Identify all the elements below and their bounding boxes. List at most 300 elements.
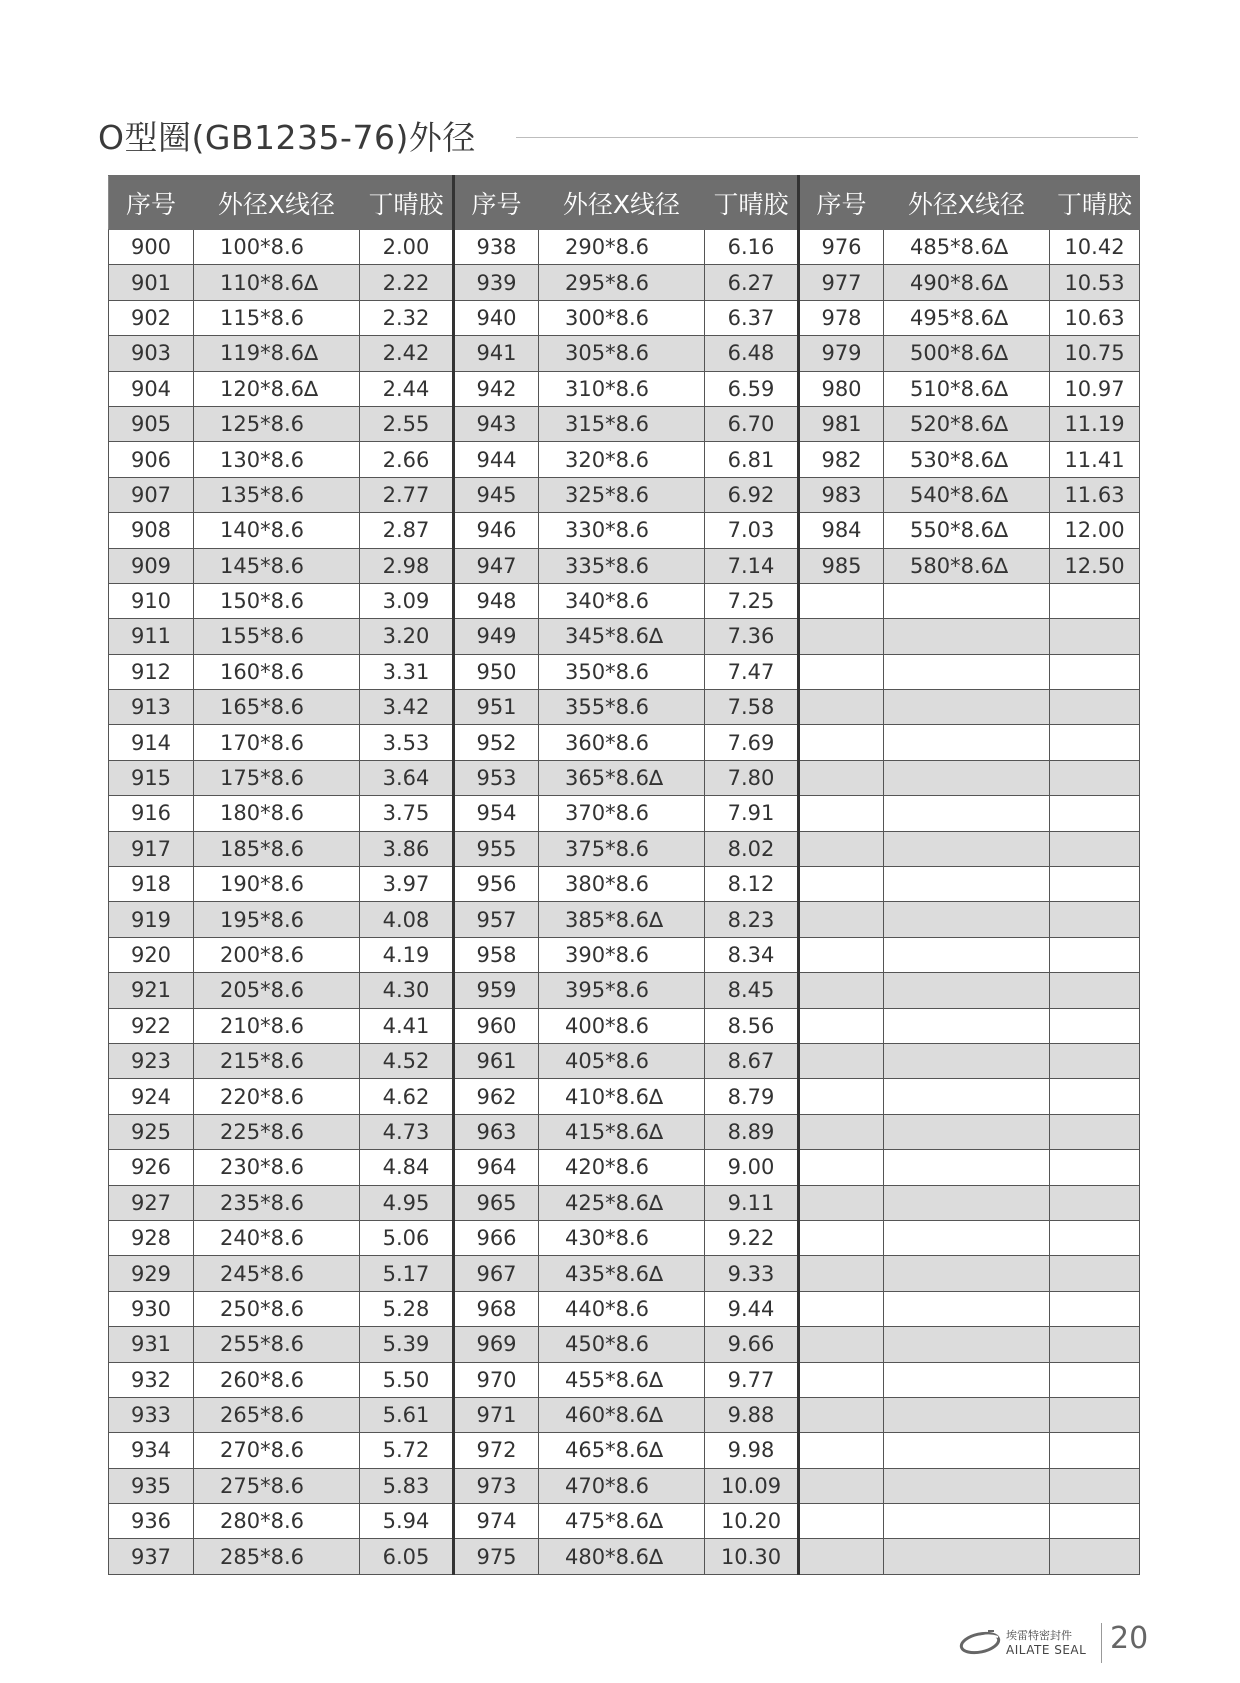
table-row: [109, 477, 1140, 512]
table-cell: 9.98: [705, 1433, 799, 1468]
table-cell: 951: [454, 690, 539, 725]
table-cell: 480*8.6∆: [539, 1539, 705, 1574]
table-cell: 943: [454, 406, 539, 441]
table-cell: 2.98: [360, 548, 454, 583]
table-cell: 3.97: [360, 867, 454, 902]
table-cell: 949: [454, 619, 539, 654]
table-row: [109, 1256, 1140, 1291]
table-cell: [884, 1291, 1050, 1326]
table-cell: 971: [454, 1397, 539, 1432]
table-cell: 9.22: [705, 1220, 799, 1255]
table-cell: 939: [454, 265, 539, 300]
table-cell: 2.87: [360, 513, 454, 548]
table-cell: 9.66: [705, 1327, 799, 1362]
o-ring-spec-table: [108, 175, 1140, 1575]
table-cell: 933: [109, 1397, 194, 1432]
title-bar: [98, 112, 1138, 160]
table-cell: 7.14: [705, 548, 799, 583]
table-cell: 410*8.6∆: [539, 1079, 705, 1114]
table-row: [109, 406, 1140, 441]
page-number: 20: [1110, 1621, 1149, 1656]
table-cell: 900: [109, 230, 194, 265]
table-cell: 985: [799, 548, 884, 583]
table-cell: 350*8.6: [539, 654, 705, 689]
table-cell: [884, 796, 1050, 831]
table-cell: [1050, 1114, 1140, 1149]
table-cell: 909: [109, 548, 194, 583]
table-cell: 946: [454, 513, 539, 548]
table-cell: 962: [454, 1079, 539, 1114]
table-cell: 967: [454, 1256, 539, 1291]
table-cell: 375*8.6: [539, 831, 705, 866]
table-cell: 4.41: [360, 1008, 454, 1043]
table-cell: 969: [454, 1327, 539, 1362]
table-cell: 325*8.6: [539, 477, 705, 512]
table-cell: 8.79: [705, 1079, 799, 1114]
table-cell: 3.53: [360, 725, 454, 760]
table-cell: [799, 973, 884, 1008]
table-cell: 924: [109, 1079, 194, 1114]
table-cell: 2.42: [360, 336, 454, 371]
table-cell: 280*8.6: [194, 1504, 360, 1539]
table-cell: 970: [454, 1362, 539, 1397]
table-cell: 9.33: [705, 1256, 799, 1291]
table-cell: 170*8.6: [194, 725, 360, 760]
table-cell: 968: [454, 1291, 539, 1326]
table-cell: 958: [454, 937, 539, 972]
table-cell: 11.19: [1050, 406, 1140, 441]
table-cell: [799, 1008, 884, 1043]
table-cell: 965: [454, 1185, 539, 1220]
table-cell: 8.02: [705, 831, 799, 866]
table-cell: 916: [109, 796, 194, 831]
table-cell: [884, 867, 1050, 902]
table-cell: 915: [109, 760, 194, 795]
table-cell: 465*8.6∆: [539, 1433, 705, 1468]
table-cell: 145*8.6: [194, 548, 360, 583]
table-cell: 8.89: [705, 1114, 799, 1149]
table-cell: 160*8.6: [194, 654, 360, 689]
table-cell: 930: [109, 1291, 194, 1326]
table-cell: [1050, 654, 1140, 689]
table-cell: 8.23: [705, 902, 799, 937]
table-cell: 550*8.6∆: [884, 513, 1050, 548]
table-cell: 10.97: [1050, 371, 1140, 406]
table-cell: 905: [109, 406, 194, 441]
table-cell: 2.00: [360, 230, 454, 265]
table-cell: 195*8.6: [194, 902, 360, 937]
table-cell: 3.31: [360, 654, 454, 689]
table-cell: 10.20: [705, 1504, 799, 1539]
table-cell: 2.22: [360, 265, 454, 300]
table-cell: [1050, 619, 1140, 654]
table-cell: 936: [109, 1504, 194, 1539]
table-cell: 135*8.6: [194, 477, 360, 512]
table-cell: [799, 690, 884, 725]
table-cell: 914: [109, 725, 194, 760]
table-cell: 115*8.6: [194, 300, 360, 335]
table-cell: [799, 1114, 884, 1149]
table-cell: 954: [454, 796, 539, 831]
table-cell: 952: [454, 725, 539, 760]
table-row: [109, 265, 1140, 300]
table-cell: 475*8.6∆: [539, 1504, 705, 1539]
table-cell: 6.48: [705, 336, 799, 371]
table-cell: 165*8.6: [194, 690, 360, 725]
table-cell: 450*8.6: [539, 1327, 705, 1362]
table-cell: [799, 1504, 884, 1539]
table-cell: 235*8.6: [194, 1185, 360, 1220]
table-cell: 942: [454, 371, 539, 406]
table-cell: [799, 1327, 884, 1362]
table-cell: 950: [454, 654, 539, 689]
table-cell: 945: [454, 477, 539, 512]
table-cell: 150*8.6: [194, 583, 360, 618]
table-cell: [1050, 690, 1140, 725]
table-cell: 7.91: [705, 796, 799, 831]
table-cell: [1050, 867, 1140, 902]
table-cell: 4.73: [360, 1114, 454, 1149]
table-cell: [1050, 1008, 1140, 1043]
table-cell: 5.72: [360, 1433, 454, 1468]
table-cell: 961: [454, 1043, 539, 1078]
table-cell: [799, 867, 884, 902]
table-row: [109, 902, 1140, 937]
table-cell: [884, 1220, 1050, 1255]
table-cell: 230*8.6: [194, 1150, 360, 1185]
table-row: [109, 1504, 1140, 1539]
table-row: [109, 513, 1140, 548]
table-cell: 540*8.6∆: [884, 477, 1050, 512]
table-cell: 380*8.6: [539, 867, 705, 902]
table-row: [109, 300, 1140, 335]
table-cell: [799, 1256, 884, 1291]
table-row: [109, 1468, 1140, 1503]
table-cell: 490*8.6∆: [884, 265, 1050, 300]
table-cell: 903: [109, 336, 194, 371]
table-cell: 11.63: [1050, 477, 1140, 512]
table-cell: [884, 760, 1050, 795]
table-cell: 925: [109, 1114, 194, 1149]
table-row: [109, 1539, 1140, 1574]
table-cell: 10.75: [1050, 336, 1140, 371]
table-cell: [1050, 1539, 1140, 1574]
table-cell: 2.32: [360, 300, 454, 335]
table-cell: 10.53: [1050, 265, 1140, 300]
column-header: 序号: [454, 176, 539, 230]
table-cell: 932: [109, 1362, 194, 1397]
table-cell: 275*8.6: [194, 1468, 360, 1503]
table-cell: 260*8.6: [194, 1362, 360, 1397]
table-cell: [884, 973, 1050, 1008]
table-cell: 6.92: [705, 477, 799, 512]
table-cell: [799, 1079, 884, 1114]
table-cell: 420*8.6: [539, 1150, 705, 1185]
table-cell: [799, 654, 884, 689]
table-cell: 3.86: [360, 831, 454, 866]
table-cell: [799, 902, 884, 937]
table-cell: [1050, 1433, 1140, 1468]
table-row: [109, 1150, 1140, 1185]
table-cell: 6.81: [705, 442, 799, 477]
table-cell: 495*8.6∆: [884, 300, 1050, 335]
table-row: [109, 336, 1140, 371]
table-cell: [799, 1539, 884, 1574]
table-cell: [1050, 1079, 1140, 1114]
table-cell: [799, 1468, 884, 1503]
table-cell: 4.62: [360, 1079, 454, 1114]
table-cell: 3.20: [360, 619, 454, 654]
column-header: 丁晴胶: [1050, 176, 1140, 230]
table-cell: 119*8.6∆: [194, 336, 360, 371]
table-cell: 12.50: [1050, 548, 1140, 583]
table-cell: 460*8.6∆: [539, 1397, 705, 1432]
table-cell: 917: [109, 831, 194, 866]
table-cell: 956: [454, 867, 539, 902]
table-cell: 918: [109, 867, 194, 902]
column-header: 外径X线径: [539, 176, 705, 230]
table-cell: [1050, 1468, 1140, 1503]
table-cell: 9.77: [705, 1362, 799, 1397]
table-cell: [884, 1079, 1050, 1114]
table-cell: 8.45: [705, 973, 799, 1008]
table-cell: 978: [799, 300, 884, 335]
table-cell: 220*8.6: [194, 1079, 360, 1114]
table-cell: 979: [799, 336, 884, 371]
table-cell: [884, 1433, 1050, 1468]
table-cell: 3.09: [360, 583, 454, 618]
table-body: [109, 230, 1140, 1575]
table-cell: 953: [454, 760, 539, 795]
table-cell: 12.00: [1050, 513, 1140, 548]
table-cell: 906: [109, 442, 194, 477]
table-cell: 415*8.6∆: [539, 1114, 705, 1149]
table-cell: [1050, 1220, 1140, 1255]
table-cell: 125*8.6: [194, 406, 360, 441]
table-cell: 5.17: [360, 1256, 454, 1291]
table-cell: [799, 1185, 884, 1220]
table-cell: 911: [109, 619, 194, 654]
table-cell: 2.55: [360, 406, 454, 441]
table-row: [109, 1185, 1140, 1220]
table-cell: 5.50: [360, 1362, 454, 1397]
table-cell: 9.88: [705, 1397, 799, 1432]
table-cell: 530*8.6∆: [884, 442, 1050, 477]
table-cell: 928: [109, 1220, 194, 1255]
table-row: [109, 796, 1140, 831]
table-cell: [884, 1504, 1050, 1539]
table-row: [109, 867, 1140, 902]
table-cell: [884, 1397, 1050, 1432]
table-cell: 440*8.6: [539, 1291, 705, 1326]
table-row: [109, 654, 1140, 689]
table-cell: 984: [799, 513, 884, 548]
table-cell: 190*8.6: [194, 867, 360, 902]
table-cell: 435*8.6∆: [539, 1256, 705, 1291]
table-cell: 7.36: [705, 619, 799, 654]
table-cell: [1050, 1256, 1140, 1291]
table-cell: 285*8.6: [194, 1539, 360, 1574]
table-cell: 395*8.6: [539, 973, 705, 1008]
table-cell: [884, 1256, 1050, 1291]
table-cell: 205*8.6: [194, 973, 360, 1008]
table-cell: 430*8.6: [539, 1220, 705, 1255]
table-cell: 225*8.6: [194, 1114, 360, 1149]
table-cell: 6.16: [705, 230, 799, 265]
table-cell: 270*8.6: [194, 1433, 360, 1468]
table-cell: 901: [109, 265, 194, 300]
table-row: [109, 1362, 1140, 1397]
table-cell: 920: [109, 937, 194, 972]
table-cell: 5.94: [360, 1504, 454, 1539]
table-cell: [884, 1043, 1050, 1078]
table-cell: 4.08: [360, 902, 454, 937]
table-cell: [799, 1291, 884, 1326]
table-row: [109, 548, 1140, 583]
table-cell: 966: [454, 1220, 539, 1255]
footer: [958, 1623, 1178, 1663]
table-cell: 9.11: [705, 1185, 799, 1220]
table-cell: 926: [109, 1150, 194, 1185]
table-cell: 981: [799, 406, 884, 441]
table-cell: [1050, 937, 1140, 972]
table-row: [109, 371, 1140, 406]
table-row: [109, 760, 1140, 795]
table-cell: 6.05: [360, 1539, 454, 1574]
table-cell: 959: [454, 973, 539, 1008]
table-row: [109, 725, 1140, 760]
table-row: [109, 1327, 1140, 1362]
table-row: [109, 690, 1140, 725]
table-cell: 937: [109, 1539, 194, 1574]
table-cell: 305*8.6: [539, 336, 705, 371]
column-header: 外径X线径: [884, 176, 1050, 230]
table-cell: [884, 937, 1050, 972]
table-cell: 7.03: [705, 513, 799, 548]
table-cell: 975: [454, 1539, 539, 1574]
table-row: [109, 230, 1140, 265]
table-cell: [799, 583, 884, 618]
table-cell: 330*8.6: [539, 513, 705, 548]
table-cell: 9.00: [705, 1150, 799, 1185]
table-cell: 921: [109, 973, 194, 1008]
table-cell: 938: [454, 230, 539, 265]
table-cell: [799, 760, 884, 795]
table-cell: 964: [454, 1150, 539, 1185]
table-row: [109, 1433, 1140, 1468]
table-cell: 8.12: [705, 867, 799, 902]
table-cell: [799, 1220, 884, 1255]
table-cell: 2.44: [360, 371, 454, 406]
table-row: [109, 937, 1140, 972]
table-cell: [884, 1114, 1050, 1149]
table-cell: 4.19: [360, 937, 454, 972]
table-cell: 931: [109, 1327, 194, 1362]
table-cell: 175*8.6: [194, 760, 360, 795]
table-cell: 180*8.6: [194, 796, 360, 831]
table-cell: [1050, 1397, 1140, 1432]
table-cell: [799, 1043, 884, 1078]
table-cell: 941: [454, 336, 539, 371]
table-row: [109, 619, 1140, 654]
table-header-row: [109, 176, 1140, 230]
table-cell: 390*8.6: [539, 937, 705, 972]
table-cell: 110*8.6∆: [194, 265, 360, 300]
table-cell: 120*8.6∆: [194, 371, 360, 406]
table-cell: 10.09: [705, 1468, 799, 1503]
table-cell: [884, 831, 1050, 866]
table-cell: 974: [454, 1504, 539, 1539]
table-cell: 11.41: [1050, 442, 1140, 477]
table-cell: 6.59: [705, 371, 799, 406]
column-header: 序号: [109, 176, 194, 230]
column-header: 外径X线径: [194, 176, 360, 230]
table-cell: 982: [799, 442, 884, 477]
table-cell: 7.25: [705, 583, 799, 618]
table-cell: [799, 619, 884, 654]
table-cell: 295*8.6: [539, 265, 705, 300]
table-cell: 10.30: [705, 1539, 799, 1574]
table-cell: 7.58: [705, 690, 799, 725]
table-cell: 948: [454, 583, 539, 618]
table-cell: 185*8.6: [194, 831, 360, 866]
column-header: 序号: [799, 176, 884, 230]
table-cell: 977: [799, 265, 884, 300]
table-cell: [1050, 1185, 1140, 1220]
table-cell: 6.37: [705, 300, 799, 335]
table-cell: [799, 1397, 884, 1432]
table-row: [109, 1079, 1140, 1114]
table-cell: 5.39: [360, 1327, 454, 1362]
table-cell: 935: [109, 1468, 194, 1503]
table-cell: 8.67: [705, 1043, 799, 1078]
table-cell: 923: [109, 1043, 194, 1078]
table-cell: [884, 1008, 1050, 1043]
table-cell: [1050, 902, 1140, 937]
table-row: [109, 442, 1140, 477]
table-cell: 355*8.6: [539, 690, 705, 725]
table-cell: 4.84: [360, 1150, 454, 1185]
table-cell: [884, 725, 1050, 760]
table-cell: [1050, 1327, 1140, 1362]
table-cell: 7.80: [705, 760, 799, 795]
table-cell: 3.64: [360, 760, 454, 795]
table-cell: 973: [454, 1468, 539, 1503]
table-row: [109, 973, 1140, 1008]
table-cell: 210*8.6: [194, 1008, 360, 1043]
table-cell: [884, 1539, 1050, 1574]
table-row: [109, 1397, 1140, 1432]
table-row: [109, 583, 1140, 618]
table-cell: 5.61: [360, 1397, 454, 1432]
table-cell: 300*8.6: [539, 300, 705, 335]
table-row: [109, 1008, 1140, 1043]
table-cell: 6.27: [705, 265, 799, 300]
table-cell: [1050, 583, 1140, 618]
title-divider: [516, 137, 1138, 138]
table-cell: [884, 1185, 1050, 1220]
table-cell: 265*8.6: [194, 1397, 360, 1432]
column-header: 丁晴胶: [705, 176, 799, 230]
table-cell: [1050, 973, 1140, 1008]
table-row: [109, 1043, 1140, 1078]
table-cell: [1050, 760, 1140, 795]
table-cell: 140*8.6: [194, 513, 360, 548]
page-title: O型圈(GB1235-76)外径: [98, 118, 476, 157]
table-cell: 910: [109, 583, 194, 618]
table-cell: 400*8.6: [539, 1008, 705, 1043]
table-cell: 485*8.6∆: [884, 230, 1050, 265]
